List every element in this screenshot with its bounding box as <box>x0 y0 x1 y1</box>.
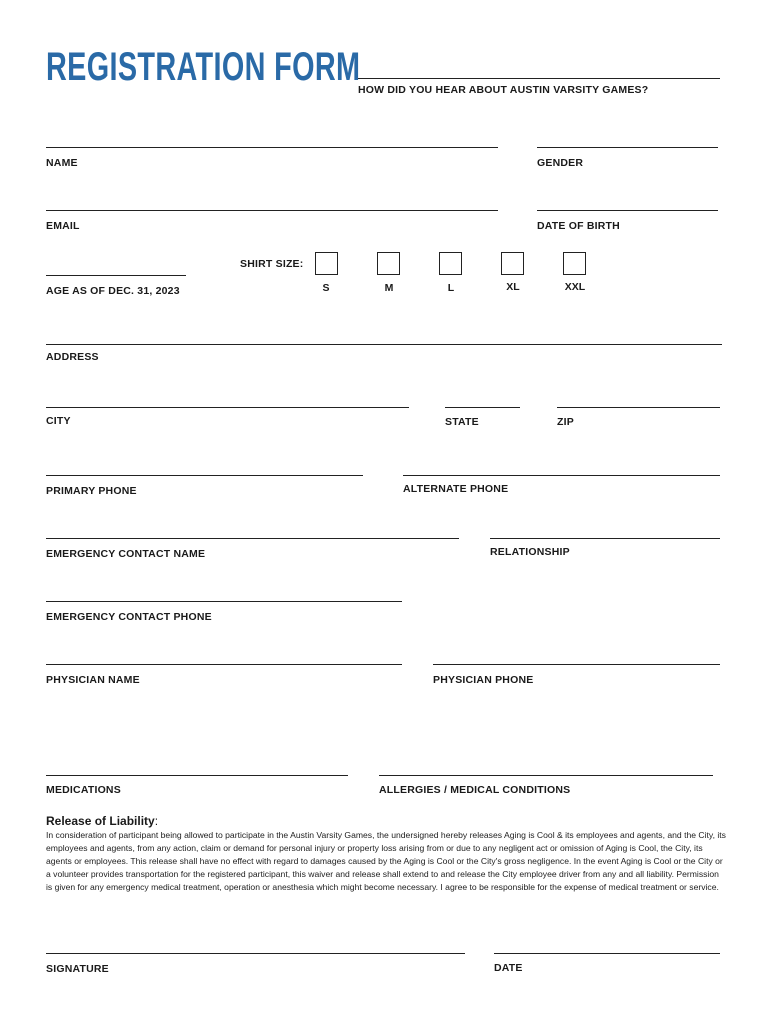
relationship-label: RELATIONSHIP <box>490 546 570 558</box>
emergency-contact-phone-field[interactable] <box>46 601 402 602</box>
shirt-size-l-label: L <box>447 282 455 294</box>
release-title-colon: : <box>154 814 159 828</box>
shirt-size-label: SHIRT SIZE: <box>240 258 304 270</box>
hear-about-field[interactable] <box>358 78 720 79</box>
date-label: DATE <box>494 962 523 974</box>
emergency-contact-phone-label: EMERGENCY CONTACT PHONE <box>46 611 212 623</box>
shirt-size-s-checkbox[interactable] <box>315 252 338 275</box>
alternate-phone-label: ALTERNATE PHONE <box>403 483 509 495</box>
physician-name-label: PHYSICIAN NAME <box>46 674 140 686</box>
alternate-phone-field[interactable] <box>403 475 720 476</box>
allergies-label: ALLERGIES / MEDICAL CONDITIONS <box>379 784 571 796</box>
physician-phone-field[interactable] <box>433 664 720 665</box>
medications-label: MEDICATIONS <box>46 784 121 796</box>
medications-field[interactable] <box>46 775 348 776</box>
form-title: REGISTRATION FORM <box>46 45 361 89</box>
address-label: ADDRESS <box>46 351 99 363</box>
date-field[interactable] <box>494 953 720 954</box>
physician-phone-label: PHYSICIAN PHONE <box>433 674 534 686</box>
email-label: EMAIL <box>46 220 80 232</box>
shirt-size-xl-checkbox[interactable] <box>501 252 524 275</box>
city-field[interactable] <box>46 407 409 408</box>
age-label: AGE AS OF DEC. 31, 2023 <box>46 285 180 297</box>
shirt-size-xxl-checkbox[interactable] <box>563 252 586 275</box>
physician-name-field[interactable] <box>46 664 402 665</box>
name-label: NAME <box>46 157 78 169</box>
signature-label: SIGNATURE <box>46 963 109 975</box>
emergency-contact-name-label: EMERGENCY CONTACT NAME <box>46 548 206 560</box>
release-text: In consideration of participant being allowed to participate in the Austin Varsity Games, the undersigned hereby releases Aging is Cool & its employees and agents, and the City, its employees and agents, from any action, claim or demand for personal injury or property loss arising from or due to any negligent act or omission of Aging is Cool, the City, its agents or employees. This release shall have no effect with regard to damages caused by the Aging is Cool or the City's gross negligence. In the event Aging is Cool or the City or a volunteer provides transportation for the registered participant, this waiver and release shall extend to and release the City employee driver from any and all liability. Permission is given for any emergency medical treatment, operation or anesthesia which might become necessary. I agree to be responsible for the expense of medical treatment or service. <box>46 830 726 892</box>
gender-field[interactable] <box>537 147 718 148</box>
shirt-size-s-label: S <box>322 282 330 294</box>
primary-phone-label: PRIMARY PHONE <box>46 485 137 497</box>
shirt-size-xxl-label: XXL <box>564 281 586 293</box>
state-label: STATE <box>445 416 479 428</box>
allergies-field[interactable] <box>379 775 713 776</box>
shirt-size-l-checkbox[interactable] <box>439 252 462 275</box>
shirt-size-xl-label: XL <box>506 281 520 293</box>
primary-phone-field[interactable] <box>46 475 363 476</box>
city-label: CITY <box>46 415 71 427</box>
signature-field[interactable] <box>46 953 465 954</box>
zip-field[interactable] <box>557 407 720 408</box>
zip-label: ZIP <box>557 416 574 428</box>
name-field[interactable] <box>46 147 498 148</box>
gender-label: GENDER <box>537 157 584 169</box>
email-field[interactable] <box>46 210 498 211</box>
hear-about-label: HOW DID YOU HEAR ABOUT AUSTIN VARSITY GAMES? <box>358 84 649 96</box>
age-field[interactable] <box>46 275 186 276</box>
release-title <box>46 814 158 828</box>
shirt-size-m-checkbox[interactable] <box>377 252 400 275</box>
date-of-birth-field[interactable] <box>537 210 718 211</box>
relationship-field[interactable] <box>490 538 720 539</box>
shirt-size-m-label: M <box>384 282 394 294</box>
release-title-text: Release of Liability <box>46 814 155 828</box>
date-of-birth-label: DATE OF BIRTH <box>537 220 620 232</box>
state-field[interactable] <box>445 407 520 408</box>
emergency-contact-name-field[interactable] <box>46 538 459 539</box>
address-field[interactable] <box>46 344 722 345</box>
